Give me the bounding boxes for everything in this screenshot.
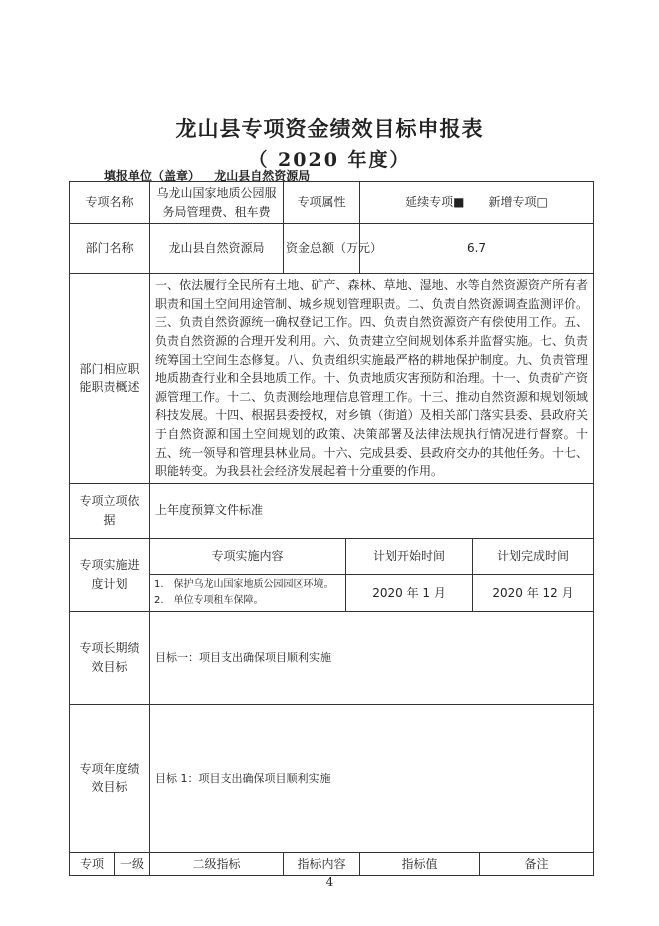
schedule-label: 专项实施进度计划 xyxy=(70,538,150,611)
reporting-unit-label: 填报单位（盖章） xyxy=(104,169,201,183)
indicator-col-level1: 一级 xyxy=(115,852,150,876)
schedule-table xyxy=(150,539,593,611)
document-subtitle: （ 2020 年度） xyxy=(248,149,411,171)
schedule-start: 2020 年 1 月 xyxy=(346,575,473,611)
schedule-item-1: 1. 保护乌龙山国家地质公园园区环境。 xyxy=(154,579,334,591)
schedule-item-2: 2. 单位专项租车保障。 xyxy=(154,594,264,606)
basis-label: 专项立项依据 xyxy=(70,483,150,538)
project-name-value: 乌龙山国家地质公园服务局管理费、租车费 xyxy=(150,182,284,224)
project-name-row xyxy=(70,182,594,224)
document-title: 龙山县专项资金绩效目标申报表 xyxy=(175,116,484,141)
total-amount-label: 资金总额（万元） xyxy=(284,224,360,274)
basis-row xyxy=(70,483,594,538)
schedule-row xyxy=(70,538,594,611)
year-goal-value: 目标 1：项目支出确保项目顺利实施 xyxy=(150,704,594,852)
schedule-end: 2020 年 12 月 xyxy=(472,575,593,611)
schedule-head-start: 计划开始时间 xyxy=(346,539,473,575)
indicator-col-level2: 二级指标 xyxy=(150,852,284,876)
long-goal-label: 专项长期绩效目标 xyxy=(70,611,150,704)
schedule-content xyxy=(150,575,346,611)
long-goal-value: 目标一：项目支出确保项目顺利实施 xyxy=(150,611,594,704)
project-name-label: 专项名称 xyxy=(70,182,150,224)
dept-label: 部门名称 xyxy=(70,224,150,274)
duty-label: 部门相应职能职责概述 xyxy=(70,274,150,484)
duty-row xyxy=(70,274,594,484)
indicator-col-note: 备注 xyxy=(480,852,594,876)
indicator-col-project: 专项 xyxy=(70,852,115,876)
schedule-table-cell xyxy=(150,538,594,611)
reporting-unit-value: 龙山县自然资源局 xyxy=(214,169,311,183)
project-attr-value: 延续专项■ 新增专项□ xyxy=(360,182,594,224)
long-goal-row xyxy=(70,611,594,704)
total-amount-value: 6.7 xyxy=(360,224,594,274)
performance-goal-form xyxy=(69,181,594,876)
indicator-col-value: 指标值 xyxy=(360,852,480,876)
dept-value: 龙山县自然资源局 xyxy=(150,224,284,274)
schedule-head-end: 计划完成时间 xyxy=(472,539,593,575)
indicator-header-row xyxy=(70,852,594,876)
department-row xyxy=(70,224,594,274)
year-goal-row xyxy=(70,704,594,852)
page-number: 4 xyxy=(325,875,334,889)
schedule-head-content: 专项实施内容 xyxy=(150,539,346,575)
project-attr-label: 专项属性 xyxy=(284,182,360,224)
basis-value: 上年度预算文件标准 xyxy=(150,483,594,538)
indicator-col-content: 指标内容 xyxy=(284,852,360,876)
year-goal-label: 专项年度绩效目标 xyxy=(70,704,150,852)
duty-text: 一、依法履行全民所有土地、矿产、森林、草地、湿地、水等自然资源资产所有者职责和国土空间用途管制、城乡规划管理职责。二、负责自然资源调查监测评价。三、负责自然资源统一确权登记工作。四、负责自然资源资产有偿使用工作。五、负责自然资源的合理开发利用。六、负责建立空间规划体系并监督实施。七、负责统筹国土空间生态修复。八、负责组织实施最严格的耕地保护制度。九、负责管理地质勘查行业和全县地质工作。十、负责地质灾害预防和治理。十一、负责矿产资源管理工作。十二、负责测绘地理信息管理工作。十三、推动自然资源和规划领域科技发展。十四、根据县委授权，对乡镇（街道）及相关部门落实县委、县政府关于自然资源和国土空间规划的政策、决策部署及法律法规执行情况进行督察。十五、统一领导和管理县林业局。十六、完成县委、县政府交办的其他任务。十七、职能转变。为我县社会经济发展起着十分重要的作用。 xyxy=(150,274,594,484)
